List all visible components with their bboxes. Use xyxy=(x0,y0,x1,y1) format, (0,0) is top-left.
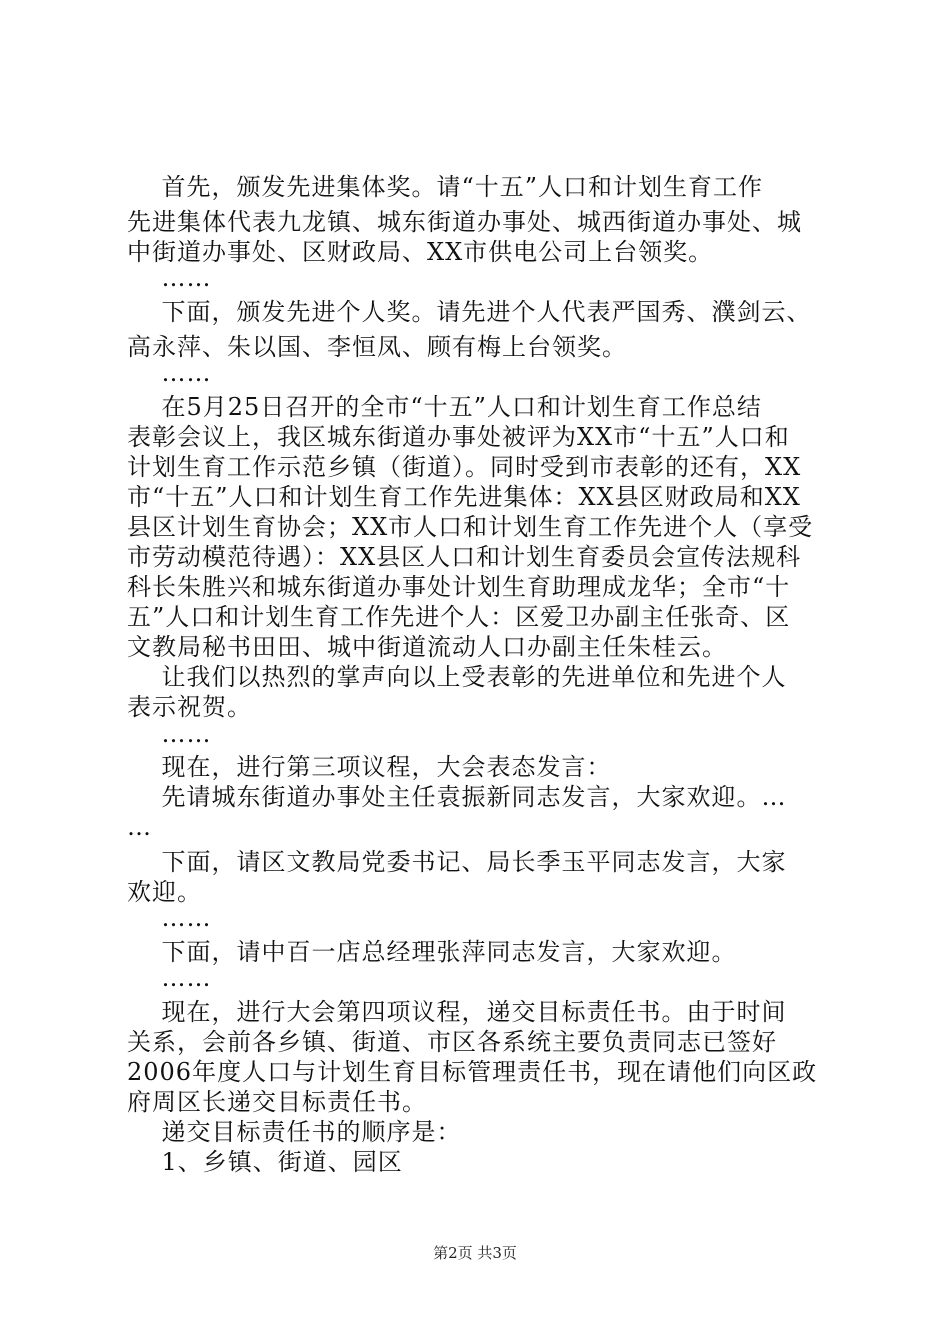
text-line: 1、乡镇、街道、园区 xyxy=(127,1148,403,1176)
text-line: 高永萍、朱以国、李恒凤、顾有梅上台领奖。 xyxy=(127,333,627,361)
text-line: 科长朱胜兴和城东街道办事处计划生育助理成龙华；全市“十 xyxy=(127,573,791,601)
text-line: …… xyxy=(127,904,212,932)
text-line: 现在，进行大会第四项议程，递交目标责任书。由于时间 xyxy=(127,998,787,1026)
text-line: 表示祝贺。 xyxy=(127,693,252,721)
text-line: 让我们以热烈的掌声向以上受表彰的先进单位和先进个人 xyxy=(127,663,787,691)
text-line: 县区计划生育协会；XX市人口和计划生育工作先进个人（享受 xyxy=(127,513,814,541)
text-line: 表彰会议上，我区城东街道办事处被评为XX市“十五”人口和 xyxy=(127,423,790,451)
text-line: 关系，会前各乡镇、街道、市区各系统主要负责同志已签好 xyxy=(127,1028,777,1056)
text-line: 文教局秘书田田、城中街道流动人口办副主任朱桂云。 xyxy=(127,633,727,661)
text-line: 先请城东街道办事处主任袁振新同志发言，大家欢迎。… xyxy=(127,783,787,811)
text-line: 下面，请区文教局党委书记、局长季玉平同志发言，大家 xyxy=(127,848,787,876)
text-line: 现在，进行第三项议程，大会表态发言： xyxy=(127,753,612,781)
text-line: 市“十五”人口和计划生育工作先进集体：XX县区财政局和XX xyxy=(127,483,801,511)
text-line: 递交目标责任书的顺序是： xyxy=(127,1118,462,1146)
text-line: … xyxy=(127,813,152,841)
text-line: …… xyxy=(127,720,212,748)
text-line: …… xyxy=(127,964,212,992)
page-footer: 第2页 共3页 xyxy=(433,1244,517,1262)
text-line: 中街道办事处、区财政局、XX市供电公司上台领奖。 xyxy=(127,238,714,266)
text-line: 首先，颁发先进集体奖。请“十五”人口和计划生育工作 xyxy=(127,173,764,201)
text-line: 下面，请中百一店总经理张萍同志发言，大家欢迎。 xyxy=(127,938,737,966)
text-line: 五”人口和计划生育工作先进个人：区爱卫办副主任张奇、区 xyxy=(127,603,791,631)
text-line: 欢迎。 xyxy=(127,878,202,906)
text-line: …… xyxy=(127,359,212,387)
text-line: 2006年度人口与计划生育目标管理责任书，现在请他们向区政 xyxy=(127,1058,818,1086)
text-line: 府周区长递交目标责任书。 xyxy=(127,1088,427,1116)
text-line: 市劳动模范待遇）：XX县区人口和计划生育委员会宣传法规科 xyxy=(127,543,802,571)
text-line: 下面，颁发先进个人奖。请先进个人代表严国秀、濮剑云、 xyxy=(127,298,812,326)
text-line: …… xyxy=(127,264,212,292)
text-line: 计划生育工作示范乡镇（街道）。同时受到市表彰的还有，XX xyxy=(127,453,802,481)
text-line: 先进集体代表九龙镇、城东街道办事处、城西街道办事处、城 xyxy=(127,208,802,236)
text-line: 在5月25日召开的全市“十五”人口和计划生育工作总结 xyxy=(127,393,762,421)
